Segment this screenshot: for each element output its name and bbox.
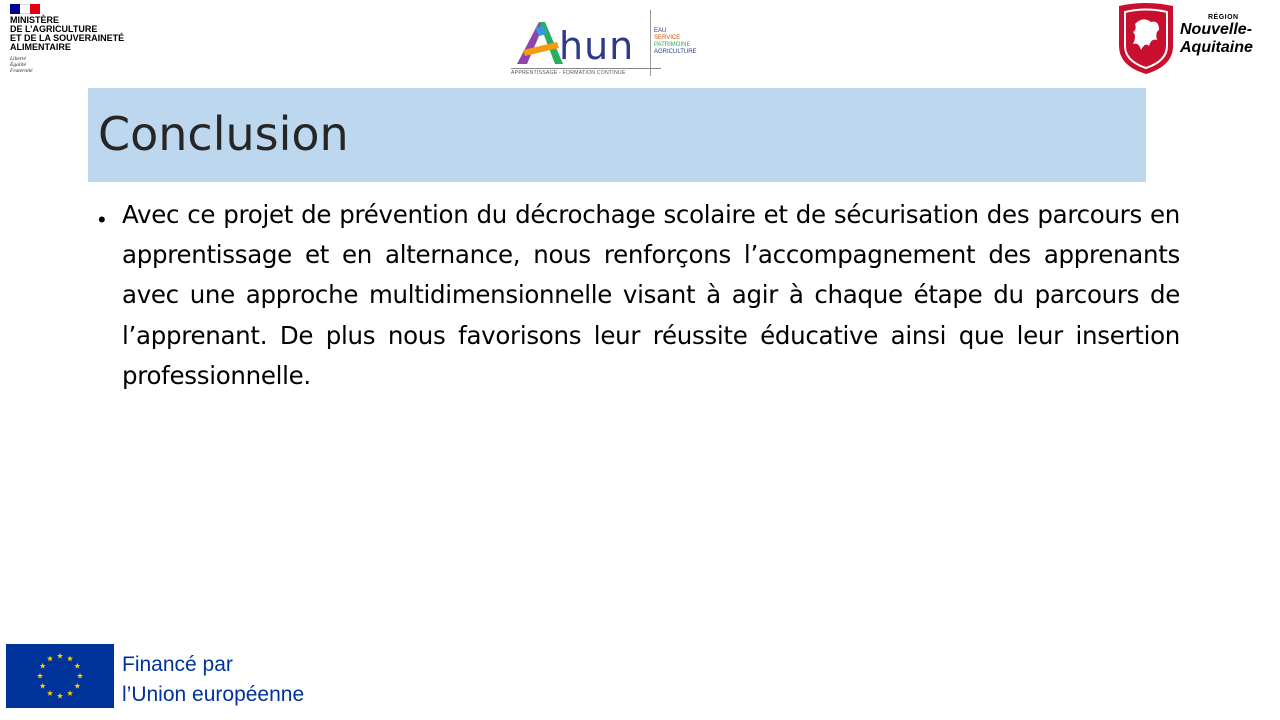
bullet-icon: • [98,207,106,232]
region-logo [1115,2,1275,78]
ahun-wordmark: hun [559,24,635,68]
ahun-logo [507,4,705,82]
ahun-subtitle: APPRENTISSAGE - FORMATION CONTINUE [511,70,626,76]
ahun-term: PATRIMOINE [654,42,691,48]
eu-caption: Financé par l’Union européenne [122,653,305,706]
region-name: Nouvelle- Aquitaine [1180,21,1253,56]
eu-star [57,693,63,699]
region-label: RÉGION [1208,14,1239,21]
slide-title: Conclusion [98,107,349,161]
ministere-logo [10,4,180,84]
ahun-term: AGRICULTURE [654,49,697,55]
ministere-title: MINISTÈRE DE L’AGRICULTURE ET DE LA SOUVERAINETÉ ALIMENTAIRE [10,15,125,52]
body-paragraph: Avec ce projet de prévention du décrochage scolaire et de sécurisation des parcours en apprentissage et en alternance, nous renforçons l’accompagnement des apprenants avec une approche multidimensionnelle visant à agir à chaque étape du parcours de l’apprenant. De plus nous favorisons leur réussite éducative ainsi que leur insertion professionnelle. [122,200,1180,390]
ahun-underline [511,68,661,69]
eu-star [40,663,46,669]
ahun-terms [654,28,697,56]
eu-star [77,673,83,679]
eu-star [37,673,43,679]
eu-star [74,663,80,669]
lion-shield-icon [1115,2,1177,76]
eu-star [40,683,46,689]
eu-star [67,690,73,696]
eu-stars-icon [6,644,114,708]
eu-star [57,653,63,659]
eu-star [67,655,73,661]
eu-star [74,683,80,689]
title-band [88,88,1146,182]
ahun-term: SERVICE [654,35,681,41]
ahun-term: EAU [654,28,667,34]
eu-star [47,690,53,696]
french-flag-icon [10,4,40,14]
eu-funding-logo [6,644,366,710]
eu-flag-icon [6,644,114,708]
eu-star [47,655,53,661]
ahun-divider [650,10,651,76]
ministere-motto: Liberté Égalité Fraternité [10,56,33,74]
